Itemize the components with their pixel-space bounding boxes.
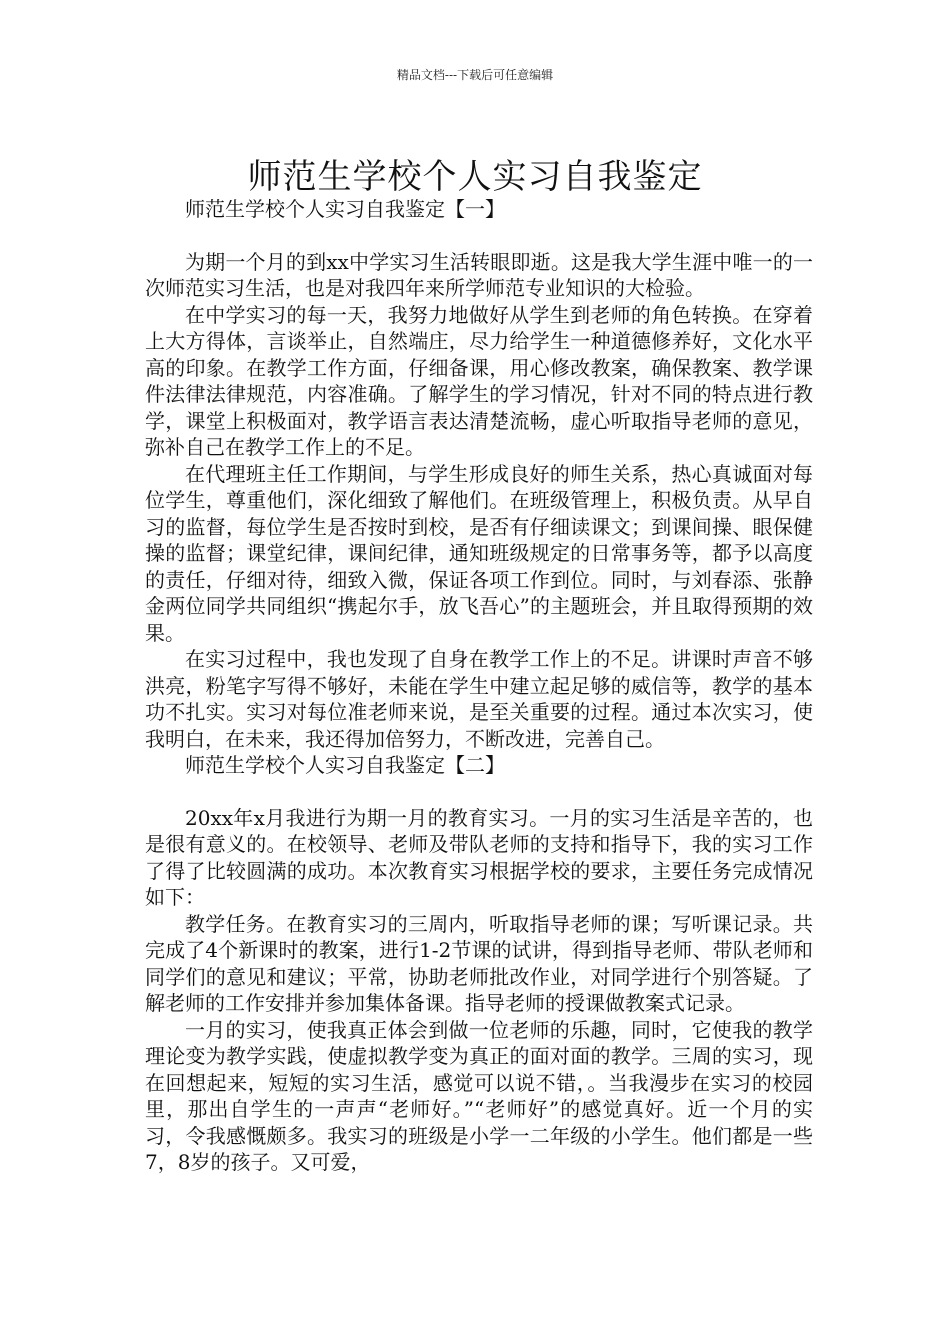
paragraph: 为期一个月的到xx中学实习生活转眼即逝。这是我大学生涯中唯一的一次师范实习生活，也是对我四年来所学师范专业知识的大检验。: [145, 249, 813, 300]
paragraph: 在实习过程中，我也发现了自身在教学工作上的不足。讲课时声音不够洪亮，粉笔字写得不够好，未能在学生中建立起足够的威信等，教学的基本功不扎实。实习对每位准老师来说，是至关重要的过程。通过本次实习，使我明白，在未来，我还得加倍努力，不断改进，完善自己。: [145, 647, 813, 751]
paragraph: 在代理班主任工作期间，与学生形成良好的师生关系，热心真诚面对每位学生，尊重他们，深化细致了解他们。在班级管理上，积极负责。从早自习的监督，每位学生是否按时到校，是否有仔细读课文；到课间操、眼保健操的监督；课堂纪律，课间纪律，通知班级规定的日常事务等，都予以高度的责任，仔细对待，细致入微，保证各项工作到位。同时，与刘春添、张静金两位同学共同组织“携起尔手，放飞吾心”的主题班会，并且取得预期的效果。: [145, 461, 813, 645]
paragraph: 20xx年x月我进行为期一月的教育实习。一月的实习生活是辛苦的，也是很有意义的。在校领导、老师及带队老师的支持和指导下，我的实习工作了得了比较圆满的成功。本次教育实习根据学校的要求，主要任务完成情况如下：: [145, 805, 813, 909]
document-body: [145, 196, 813, 1176]
section-title: 师范生学校个人实习自我鉴定【一】: [185, 197, 505, 221]
section-spacer: [145, 223, 813, 249]
paragraph: 在中学实习的每一天，我努力地做好从学生到老师的角色转换。在穿着上大方得体，言谈举止，自然端庄，尽力给学生一种道德修养好，文化水平高的印象。在教学工作方面，仔细备课，用心修改教案，确保教案、教学课件法律法律规范，内容准确。了解学生的学习情况，针对不同的特点进行教学，课堂上积极面对，教学语言表达清楚流畅，虚心听取指导老师的意见，弥补自己在教学工作上的不足。: [145, 302, 813, 459]
header-note: 精品文档---下载后可任意编辑: [396, 68, 554, 82]
paragraph: 一月的实习，使我真正体会到做一位老师的乐趣，同时，它使我的教学理论变为教学实践，使虚拟教学变为真正的面对面的教学。三周的实习，现在回想起来，短短的实习生活，感觉可以说不错，。当我漫步在实习的校园里，那出自学生的一声声“老师好。”“老师好”的感觉真好。近一个月的实习，令我感慨颇多。我实习的班级是小学一二年级的小学生。他们都是一些7，8岁的孩子。又可爱，: [145, 1017, 813, 1174]
document-title: 师范生学校个人实习自我鉴定: [247, 156, 703, 197]
paragraph: 教学任务。在教育实习的三周内，听取指导老师的课；写听课记录。共完成了4个新课时的教案，进行1-2节课的试讲，得到指导老师、带队老师和同学们的意见和建议；平常，协助老师批改作业，对同学进行个别答疑。了解老师的工作安排并参加集体备课。指导老师的授课做教案式记录。: [145, 911, 813, 1015]
section-spacer: [145, 779, 813, 805]
section-title: 师范生学校个人实习自我鉴定【二】: [185, 753, 505, 777]
